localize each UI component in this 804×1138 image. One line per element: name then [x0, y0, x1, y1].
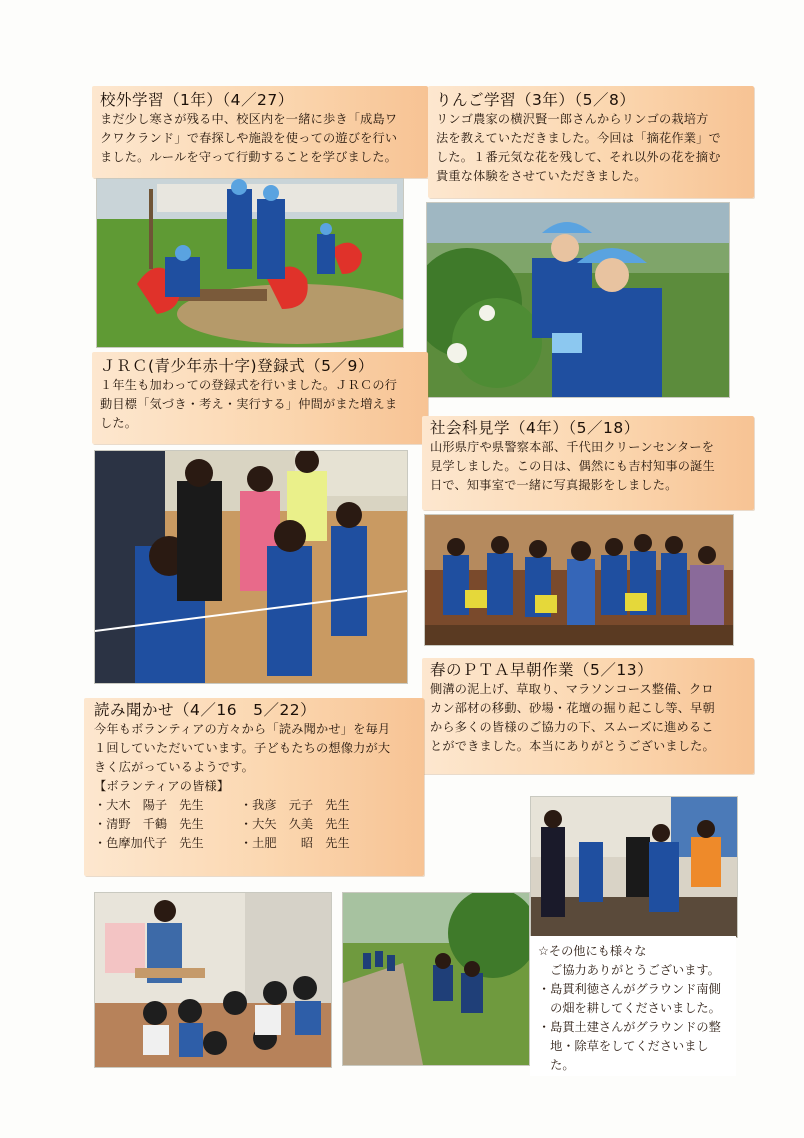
- photo-playground: [96, 178, 404, 348]
- other-thanks-line: の畑を耕してくださいました。: [538, 1001, 721, 1015]
- section-jrc-title: ＪＲＣ(青少年赤十字)登録式（5／9）: [100, 357, 374, 375]
- section-shakai: [422, 416, 754, 510]
- section-yomi-line: １回していただいています。子どもたちの想像力が大: [94, 741, 391, 755]
- section-kougai: [92, 86, 428, 178]
- photo-field-work: [342, 892, 530, 1066]
- section-pta-title: 春のＰＴＡ早朝作業（5／13）: [430, 661, 654, 679]
- volunteer-row: [94, 815, 358, 834]
- section-jrc-line: 動目標「気づき・考え・実行する」仲間がまた増えま: [100, 397, 398, 411]
- section-shakai-line: 日で、知事室で一緒に写真撮影をしました。: [430, 478, 678, 492]
- other-thanks-line: た。: [538, 1058, 575, 1072]
- section-pta: [422, 658, 754, 774]
- section-yomi-title: 読み聞かせ（4／16 5／22）: [94, 701, 317, 719]
- section-jrc: [92, 352, 428, 444]
- section-ringo-line: リンゴ農家の横沢賢一郎さんからリンゴの栽培方: [436, 112, 709, 126]
- section-ringo-line: 貴重な体験をさせていただきました。: [436, 169, 647, 183]
- volunteer-name: ・我彦 元子 先生: [240, 798, 350, 812]
- section-ringo-title: りんご学習（3年）（5／8）: [436, 91, 636, 109]
- section-ringo: [428, 86, 754, 198]
- other-thanks-line: ご協力ありがとうございます。: [538, 963, 720, 977]
- volunteer-name: ・大矢 久美 先生: [240, 817, 350, 831]
- section-shakai-line: 見学しました。この日は、偶然にも吉村知事の誕生: [430, 459, 715, 473]
- section-kougai-line: ました。ルールを守って行動することを学びました。: [100, 150, 398, 164]
- other-thanks-line: 地・除草をしてくださいまし: [538, 1039, 709, 1053]
- photo-pta-workers: [530, 796, 738, 938]
- volunteer-name: ・大木 陽子 先生: [94, 798, 204, 812]
- section-pta-line: カン部材の移動、砂場・花壇の掘り起こし等、早朝: [430, 701, 715, 715]
- section-yomi-line: きく広がっているようです。: [94, 760, 255, 774]
- other-thanks: [530, 936, 736, 1076]
- volunteer-row: [94, 796, 358, 815]
- photo-gym-ceremony: [94, 450, 408, 684]
- section-ringo-line: 法を教えていただきました。今回は「摘花作業」で: [436, 131, 721, 145]
- section-pta-line: から多くの皆様のご協力の下、スムーズに進めるこ: [430, 720, 714, 734]
- photo-apple-orchard: [426, 202, 730, 398]
- section-kougai-line: まだ少し寒さが残る中、校区内を一緒に歩き「成島ワ: [100, 112, 398, 126]
- volunteer-heading: 【ボランティアの皆様】: [94, 779, 230, 793]
- volunteer-list: [94, 796, 358, 853]
- volunteer-name: ・土肥 昭 先生: [240, 836, 350, 850]
- section-pta-line: とができました。本当にありがとうございました。: [430, 739, 715, 753]
- volunteer-name: ・色摩加代子 先生: [94, 836, 204, 850]
- photo-governor-office: [424, 514, 734, 646]
- section-yomi-line: 今年もボランティアの方々から「読み聞かせ」を毎月: [94, 722, 391, 736]
- section-kougai-line: クワクランド」で春探しや施設を使っての遊びを行い: [100, 131, 398, 145]
- volunteer-row: [94, 834, 358, 853]
- section-ringo-line: した。１番元気な花を残して、それ以外の花を摘む: [436, 150, 721, 164]
- other-thanks-line: ☆その他にも様々な: [538, 944, 647, 958]
- section-jrc-line: した。: [100, 416, 138, 430]
- section-pta-line: 側溝の泥上げ、草取り、マラソンコース整備、クロ: [430, 682, 714, 696]
- other-thanks-line: ・島貫利徳さんがグラウンド南側: [538, 982, 721, 996]
- photo-reading-session: [94, 892, 332, 1068]
- section-jrc-line: １年生も加わっての登録式を行いました。ＪＲＣの行: [100, 378, 398, 392]
- section-yomi: [84, 698, 424, 876]
- section-kougai-title: 校外学習（1年）（4／27）: [100, 91, 294, 109]
- section-shakai-line: 山形県庁や県警察本部、千代田クリーンセンターを: [430, 440, 715, 454]
- section-shakai-title: 社会科見学（4年）（5／18）: [430, 419, 640, 437]
- volunteer-name: ・清野 千鶴 先生: [94, 817, 204, 831]
- other-thanks-line: ・島貫土建さんがグラウンドの整: [538, 1020, 721, 1034]
